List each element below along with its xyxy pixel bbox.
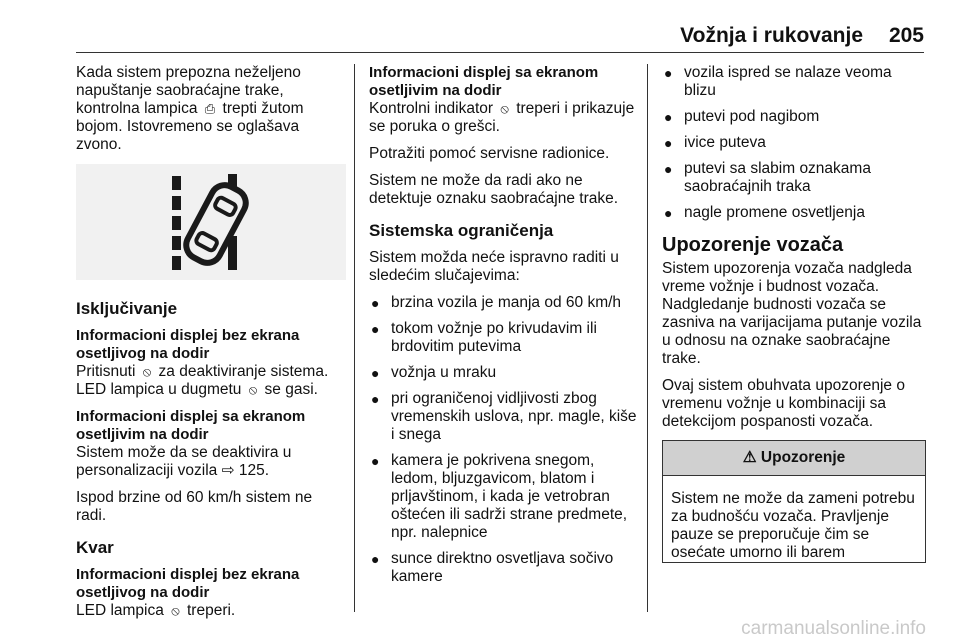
paragraph-driver-alert: Sistem upozorenja vozača nadgleda vreme vožnje i budnost vozača. Nadgledanje budnosti vozača se zasniva na varijacijama putanje vozila u odnosu na oznake saobraćajne trake.	[662, 260, 922, 367]
bullet-icon: ●	[664, 161, 673, 177]
bullet-icon: ●	[371, 551, 380, 567]
warning-header	[663, 441, 925, 476]
subheading-non-touch: Informacioni displej bez ekrana osetljivog na dodir	[76, 327, 300, 362]
lane-assist-led-icon: ⦸	[248, 382, 258, 397]
bullet-icon: ●	[371, 391, 380, 407]
page-reference-link[interactable]: ⇨ 125.	[221, 462, 270, 479]
column-2	[369, 64, 644, 594]
bullet-icon: ●	[371, 321, 380, 337]
bullet-icon: ●	[664, 109, 673, 125]
paragraph-no-marking: Sistem ne može da radi ako ne detektuje oznaku saobraćajne trake.	[369, 172, 619, 207]
column-1	[76, 64, 346, 629]
limits-list	[369, 294, 644, 586]
list-item: ● kamera je pokrivena snegom, ledom, bljuzgavicom, blatom i prljavštinom, i kada je vetrobran oštećen ili sadrži strane predmete, npr. nalepnice	[371, 452, 628, 541]
bullet-icon: ●	[664, 135, 673, 151]
subheading-non-touch-fault: Informacioni displej bez ekrana osetljivog na dodir	[76, 566, 300, 601]
watermark: carmanualsonline.info	[741, 618, 926, 639]
list-item: ● sunce direktno osvetljava sočivo kamere	[371, 550, 614, 585]
paragraph-drowsiness: Ovaj sistem obuhvata upozorenje o vremenu vožnje u kombinaciji sa detekcijom pospanosti vozača.	[662, 377, 905, 430]
list-item: ● vožnja u mraku	[371, 364, 497, 381]
paragraph-speed-limit: Ispod brzine od 60 km/h sistem ne radi.	[76, 489, 313, 524]
paragraph-limits-intro: Sistem možda neće ispravno raditi u sledećim slučajevima:	[369, 249, 619, 284]
lane-assist-led-icon-fault: ⦸	[171, 603, 180, 618]
column-divider-1	[354, 64, 355, 612]
limits-list-continued	[662, 64, 926, 222]
intro-paragraph	[76, 64, 346, 154]
p5-text-b: treperi i prikazuje se poruka o grešci.	[369, 100, 635, 135]
page-number: 205	[888, 24, 924, 47]
p1-text-a: Pritisnuti	[76, 363, 136, 380]
bullet-icon: ●	[371, 295, 380, 311]
list-item: ● brzina vozila je manja od 60 km/h	[371, 294, 622, 311]
heading-deactivation: Isključivanje	[76, 299, 178, 318]
paragraph-deactivate-button	[76, 363, 346, 399]
p2-text: Sistem može da se deaktivira u personalizaciji vozila	[76, 444, 292, 479]
warning-text: Sistem ne može da zameni potrebu za budnošću vozača. Pravljenje pauze se preporučuje čim se osećate umorno ili barem	[671, 490, 915, 561]
list-item: ● vozila ispred se nalaze veoma blizu	[664, 64, 892, 99]
subheading-touch-fault: Informacioni displej sa ekranom osetljivim na dodir	[369, 64, 599, 99]
intro-text-a: Kada sistem prepozna neželjeno napuštanje saobraćajne trake, kontrolna lampica	[76, 64, 301, 117]
p4-text-a: LED lampica	[76, 602, 164, 619]
warning-title: Upozorenje	[760, 449, 846, 466]
p4-text-b: treperi.	[186, 602, 236, 619]
heading-driver-alert: Upozorenje vozača	[662, 234, 844, 256]
column-3	[662, 64, 926, 563]
bullet-icon: ●	[664, 205, 673, 221]
list-item: ● putevi sa slabim oznakama saobraćajnih traka	[664, 160, 871, 195]
lane-warning-icon: ⎙	[204, 101, 216, 116]
bullet-icon: ●	[664, 65, 673, 81]
subheading-touch: Informacioni displej sa ekranom osetljivim na dodir	[76, 408, 306, 443]
p1-text-c: se gasi.	[264, 381, 318, 398]
p5-text-a: Kontrolni indikator	[369, 100, 494, 117]
list-item: ● putevi pod nagibom	[664, 108, 820, 125]
list-item: ● nagle promene osvetljenja	[664, 204, 865, 221]
list-item: ● tokom vožnje po krivudavim ili brdovitim putevima	[371, 320, 597, 355]
column-divider-2	[647, 64, 648, 612]
header-rule	[76, 52, 924, 53]
warning-box	[662, 440, 926, 563]
p1-text-b: za deaktiviranje sistema. LED lampica u dugmetu	[76, 363, 329, 398]
bullet-icon: ●	[371, 365, 380, 381]
warning-triangle-icon: ⚠	[742, 449, 757, 466]
header-title: Vožnja i rukovanje	[680, 24, 863, 47]
paragraph-service: Potražiti pomoć servisne radionice.	[369, 145, 610, 162]
paragraph-led-flashes	[76, 602, 346, 620]
list-item: ● ivice puteva	[664, 134, 766, 151]
list-item: ● pri ograničenoj vidljivosti zbog vremenskih uslova, npr. magle, kiše i snega	[371, 390, 637, 443]
paragraph-personalization	[76, 444, 346, 480]
paragraph-indicator-flashes	[369, 100, 644, 136]
intro-text-b: trepti žutom bojom. Istovremeno se oglašava zvono.	[76, 100, 304, 153]
lane-departure-illustration	[76, 164, 346, 280]
heading-system-limits: Sistemska ograničenja	[369, 221, 554, 240]
lane-assist-button-icon: ⦸	[142, 364, 152, 379]
bullet-icon: ●	[371, 453, 380, 469]
heading-fault: Kvar	[76, 538, 114, 557]
lane-assist-indicator-icon: ⦸	[500, 101, 509, 116]
